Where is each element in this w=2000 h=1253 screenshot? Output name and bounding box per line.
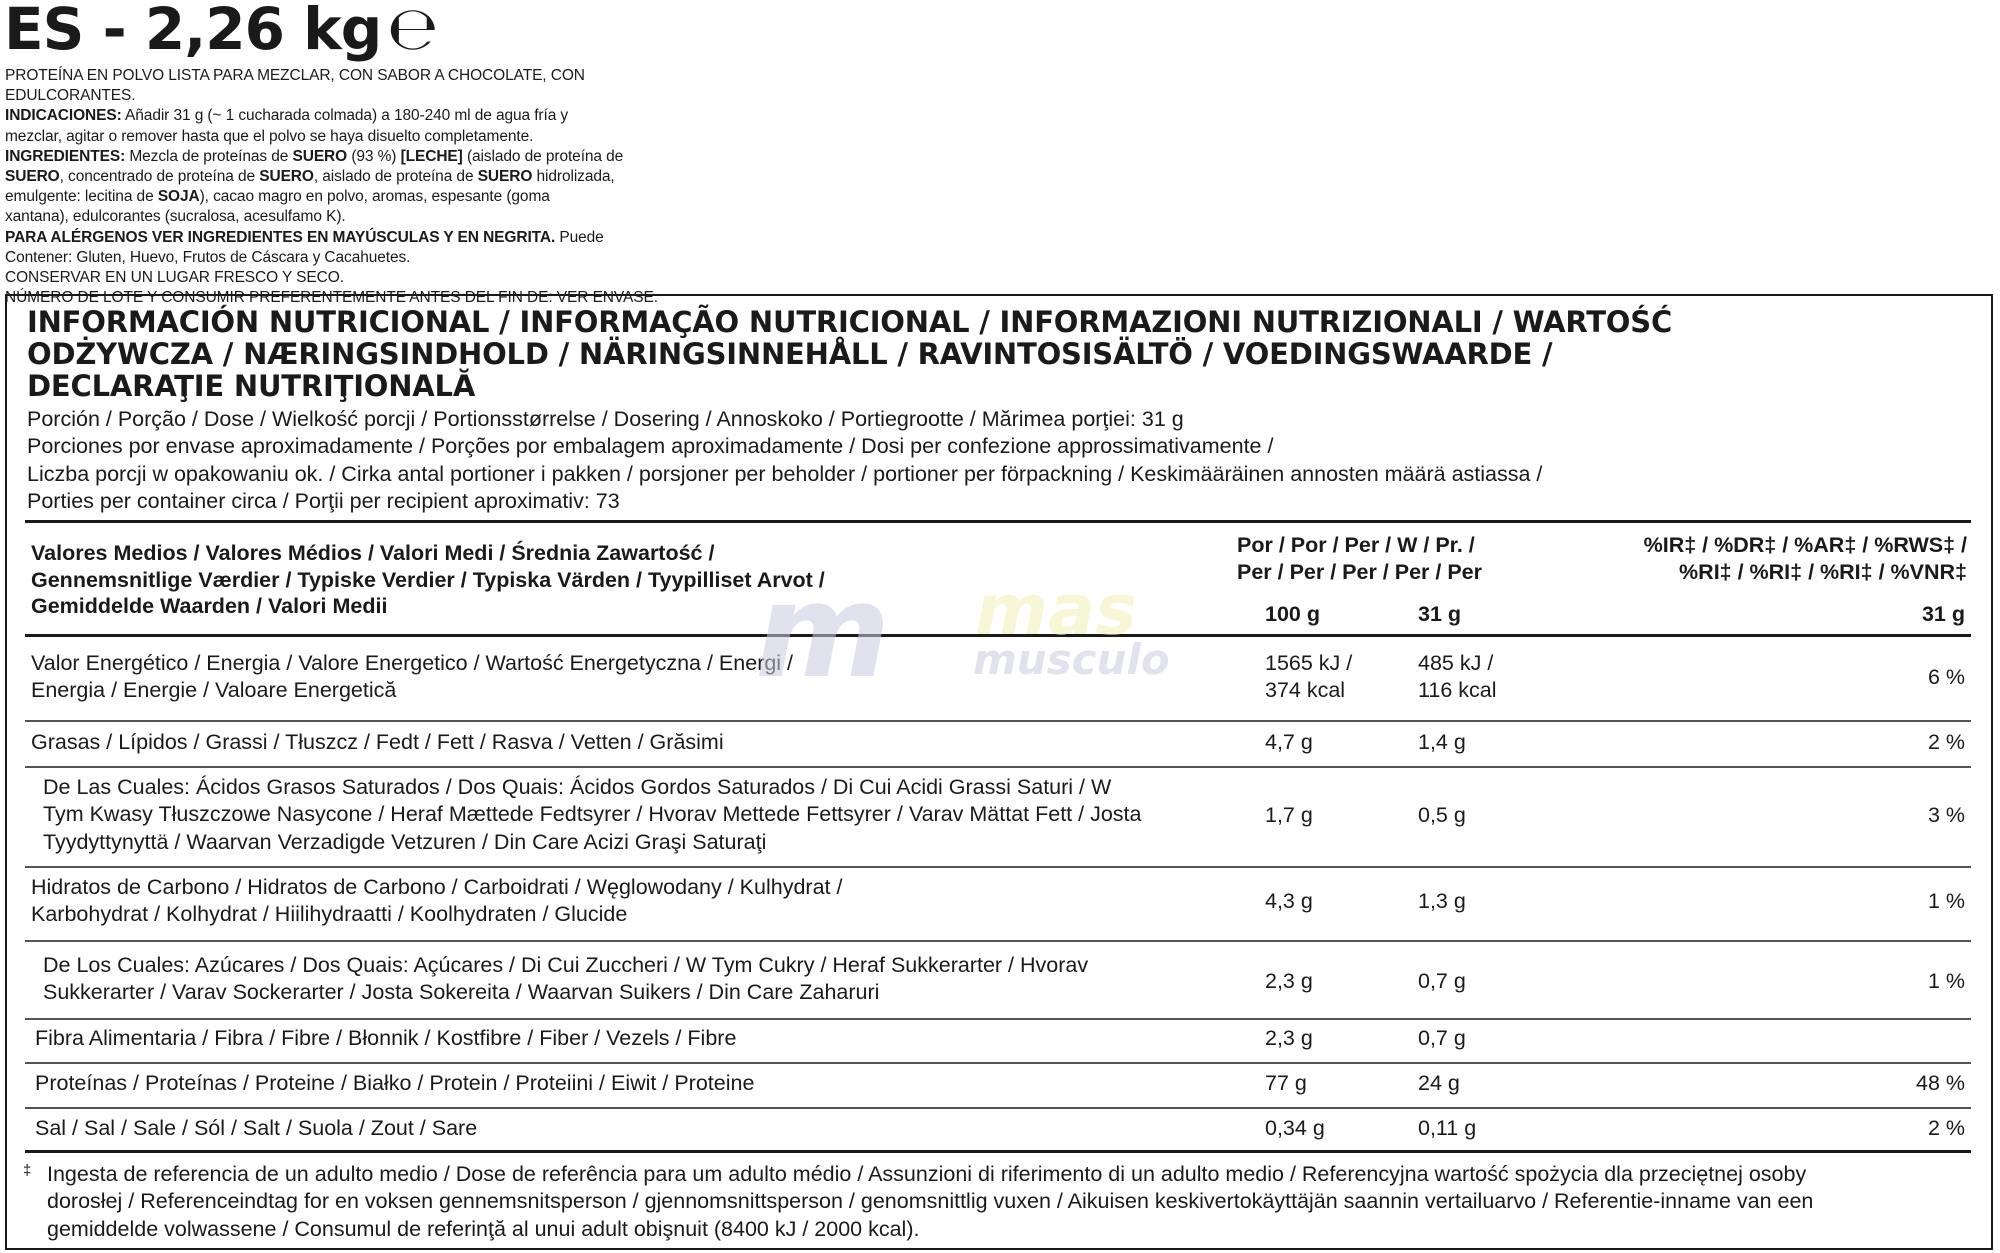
row-divider (25, 720, 1971, 722)
portion-line: Porciones por envase aproximadamente / Porções por embalagem aproximadamente / Dosi per confezione approssimativamente / (27, 434, 1274, 459)
value-ri: 2 % (1927, 730, 1965, 754)
nutrient-name-line: Sukkerarter / Varav Sockerarter / Josta Sokereita / Waarvan Suikers / Din Care Zaharuri (43, 980, 880, 1005)
value-100g (1265, 650, 1352, 705)
table-header-ri (1547, 532, 1967, 585)
ingredients-text: (93 %) (347, 147, 401, 165)
footnote-text (47, 1161, 1963, 1243)
allergen-word: SUERO (477, 168, 533, 186)
ingredients-text: , aislado de proteína de (313, 168, 478, 186)
lot-line: NÚMERO DE LOTE Y CONSUMIR PREFERENTEMENTE ANTES DEL FIN DE: VER ENVASE. (5, 289, 658, 307)
may-contain-line: Contener: Gluten, Huevo, Frutos de Cáscara y Cacahuetes. (5, 248, 411, 266)
value-100g: 4,3 g (1265, 889, 1313, 913)
ingredients-line-4: xantana), edulcorantes (sucralosa, acesulfamo K). (5, 208, 346, 226)
watermark-logo-letter: m (755, 576, 891, 686)
nutrition-title-line: ODŻYWCZA / NÆRINGSINDHOLD / NÄRINGSINNEHÅLL / RAVINTOSISÄLTÖ / VOEDINGSWAARDE / (27, 337, 1553, 371)
allergen-word: SUERO (5, 168, 60, 186)
ingredients-label: INGREDIENTES: (5, 147, 126, 165)
allergen-word: [LECHE] (400, 147, 463, 165)
net-weight-heading (4, 0, 438, 64)
value-ri: 6 % (1927, 665, 1965, 689)
watermark-word-musculo: musculo (973, 635, 1170, 684)
value-31g: 1,4 g (1418, 730, 1466, 754)
nutrient-name-line: Hidratos de Carbono / Hidratos de Carbono / Carboidrati / Węglowodany / Kulhydrat / (31, 875, 843, 899)
nutrient-name-line: Valor Energético / Energia / Valore Energetico / Wartość Energetyczna / Energi / (31, 651, 794, 675)
nutrition-title-line: INFORMACIÓN NUTRICIONAL / INFORMAÇÃO NUTRICIONAL / INFORMAZIONI NUTRIZIONALI / WARTOŚĆ (27, 305, 1673, 339)
value-ri: 1 % (1927, 969, 1965, 993)
value-ri: 2 % (1927, 1116, 1965, 1140)
nutrient-name-line: Karbohydrat / Kolhydrat / Hiilihydraatti / Koolhydraten / Glucide (31, 902, 628, 927)
net-weight-text: ES - 2,26 kg (4, 0, 382, 63)
header-text: Gemiddelde Waarden / Valori Medii (31, 594, 388, 618)
value-ri: 1 % (1927, 889, 1965, 913)
ingredients-text: , concentrado de proteína de (59, 168, 260, 186)
allergens-label: PARA ALÉRGENOS VER INGREDIENTES EN MAYÚSCULAS Y EN NEGRITA. (5, 228, 556, 246)
directions-label: INDICACIONES: (5, 107, 122, 125)
ingredients-line-2 (5, 167, 705, 187)
product-info-block (5, 66, 705, 308)
product-description: PROTEÍNA EN POLVO LISTA PARA MEZCLAR, CON SABOR A CHOCOLATE, CON EDULCORANTES. (5, 67, 585, 105)
nutrient-name-line: Grasas / Lípidos / Grassi / Tłuszcz / Fedt / Fett / Rasva / Vetten / Grăsimi (31, 730, 724, 754)
table-header-values (31, 540, 1031, 620)
column-header-31g: 31 g (1418, 602, 1462, 626)
value-31g: 0,11 g (1418, 1116, 1477, 1140)
value-ri: 48 % (1915, 1071, 1965, 1095)
value-100g: 2,3 g (1265, 969, 1313, 993)
value-line: 374 kcal (1265, 678, 1346, 703)
allergens-text: Puede (555, 228, 604, 246)
value-31g: 24 g (1418, 1071, 1460, 1095)
directions-cont: mezclar, agitar o remover hasta que el polvo se haya disuelto completamente. (5, 127, 534, 145)
nutrient-name-line: De Los Cuales: Azúcares / Dos Quais: Açúcares / Di Cui Zuccheri / W Tym Cukry / Heraf Sukkerarter / Hvorav (43, 953, 1089, 977)
table-header-per (1237, 532, 1557, 585)
ingredients-text: hidrolizada, (532, 168, 615, 186)
divider (25, 1150, 1971, 1153)
allergen-word: SOJA (157, 188, 200, 206)
allergen-word: SUERO (292, 147, 348, 165)
portion-info (27, 406, 1967, 515)
nutrient-name (35, 1115, 1215, 1142)
divider (25, 634, 1971, 637)
nutrient-name (35, 1070, 1215, 1097)
nutrient-name-line: Energia / Energie / Valoare Energetică (31, 678, 397, 703)
value-100g: 4,7 g (1265, 730, 1313, 754)
watermark-word-mas: mas (975, 576, 1137, 651)
nutrient-name-line: Tyydyttynyttä / Waarvan Verzadigde Vetzuren / Din Care Acizi Graşi Saturaţi (43, 829, 767, 854)
nutrient-name (31, 729, 1211, 756)
divider (25, 520, 1971, 523)
nutrition-title-line: DECLARAŢIE NUTRIŢIONALĂ (27, 369, 476, 403)
value-ri: 3 % (1927, 803, 1965, 827)
footnote-line: dorosłej / Referenceindtag for en voksen gennemsnitsperson / gjennomsnittsperson / genomsnittlig vuxen / Aikuisen keskivertokäyttäjän saannin vertailuarvo / Referentie-inname van een (47, 1189, 1814, 1214)
header-text: %IR‡ / %DR‡ / %AR‡ / %RWS‡ / (1643, 533, 1967, 557)
ingredients-line-1 (5, 147, 705, 167)
portion-line: Porción / Porção / Dose / Wielkość porcji / Portionsstørrelse / Dosering / Annoskoko / Portiegrootte / Mărimea porţiei: 31 g (27, 407, 1184, 431)
directions (5, 106, 705, 126)
ingredients-text: emulgente: lecitina de (5, 188, 158, 206)
nutrient-name (31, 874, 1211, 929)
header-text: Por / Por / Per / W / Pr. / (1237, 533, 1475, 557)
value-31g: 0,7 g (1418, 969, 1466, 993)
header-text: Per / Per / Per / Per / Per (1237, 559, 1483, 584)
header-text: Gennemsnitlige Værdier / Typiske Verdier / Typiska Värden / Tyypilliset Arvot / (31, 567, 825, 592)
nutrient-name-line: Fibra Alimentaria / Fibra / Fibre / Błonnik / Kostfibre / Fiber / Vezels / Fibre (35, 1026, 737, 1050)
value-line: 485 kJ / (1418, 651, 1494, 675)
column-header-ri-31g: 31 g (1921, 602, 1965, 626)
value-100g: 77 g (1265, 1071, 1307, 1095)
ingredients-text: (aislado de proteína de (462, 147, 624, 165)
nutrient-name-line: De Las Cuales: Ácidos Grasos Saturados / Dos Quais: Ácidos Gordos Saturados / Di Cui Acidi Grassi Saturi / W (43, 775, 1112, 799)
nutrition-panel (5, 294, 1993, 1250)
value-100g: 0,34 g (1265, 1116, 1325, 1140)
allergens-line (5, 228, 705, 248)
storage-line: CONSERVAR EN UN LUGAR FRESCO Y SECO. (5, 269, 344, 287)
row-divider (25, 1018, 1971, 1020)
directions-text: Añadir 31 g (~ 1 cucharada colmada) a 180-240 ml de agua fría y (121, 107, 569, 125)
row-divider (25, 1107, 1971, 1109)
row-divider (25, 866, 1971, 868)
nutrient-name-line: Proteínas / Proteínas / Proteine / Białko / Protein / Proteiini / Eiwit / Proteine (35, 1071, 755, 1095)
ingredients-line-3 (5, 187, 705, 207)
allergen-word: SUERO (259, 168, 314, 186)
header-text: Valores Medios / Valores Médios / Valori Medi / Średnia Zawartość / (31, 541, 715, 565)
nutrient-name-line: Tym Kwasy Tłuszczowe Nasycone / Heraf Mættede Fedtsyrer / Hvorav Mettede Fettsyrer / Varav Mättat Fett / Josta (43, 802, 1142, 827)
footnote-line: Ingesta de referencia de un adulto medio / Dose de referência para um adulto médio / Assunzioni di riferimento di un adulto medio / Referencyjna wartość spożycia dla przeciętnej osoby (47, 1162, 1807, 1186)
ingredients-text: Mezcla de proteínas de (125, 147, 293, 165)
value-line: 116 kcal (1418, 678, 1497, 703)
value-31g: 1,3 g (1418, 889, 1466, 913)
value-100g: 1,7 g (1265, 803, 1313, 827)
portion-line: Liczba porcji w opakowaniu ok. / Cirka antal portioner i pakken / porsjoner per beholder / portioner per förpackning / Keskimääräinen annosten määrä astiassa / (27, 461, 1543, 486)
nutrient-name (43, 952, 1223, 1007)
portion-line: Porties per container circa / Porţii per recipient aproximativ: 73 (27, 488, 620, 513)
header-text: %RI‡ / %RI‡ / %RI‡ / %VNR‡ (1679, 559, 1967, 584)
value-31g (1418, 650, 1496, 705)
row-divider (25, 940, 1971, 942)
ingredients-text: ), cacao magro en polvo, aromas, espesante (goma (199, 188, 550, 206)
nutrient-name (43, 774, 1223, 856)
nutrient-name (35, 1025, 1215, 1052)
double-dagger-mark: ‡ (23, 1162, 32, 1179)
value-31g: 0,5 g (1418, 803, 1466, 827)
column-header-100g: 100 g (1265, 602, 1320, 626)
value-line: 1565 kJ / (1265, 651, 1353, 675)
reference-intake-footnote (23, 1161, 1963, 1243)
estimated-sign-icon: ℮ (387, 0, 438, 64)
value-100g: 2,3 g (1265, 1026, 1313, 1050)
nutrient-name-line: Sal / Sal / Sale / Sól / Salt / Suola / Zout / Sare (35, 1116, 478, 1140)
value-31g: 0,7 g (1418, 1026, 1466, 1050)
row-divider (25, 766, 1971, 768)
footnote-line: gemiddelde volwassene / Consumul de referinţă al unui adult obişnuit (8400 kJ / 2000 kcal). (47, 1216, 920, 1241)
nutrition-title (27, 306, 1947, 402)
nutrient-name (31, 650, 1211, 705)
row-divider (25, 1062, 1971, 1064)
